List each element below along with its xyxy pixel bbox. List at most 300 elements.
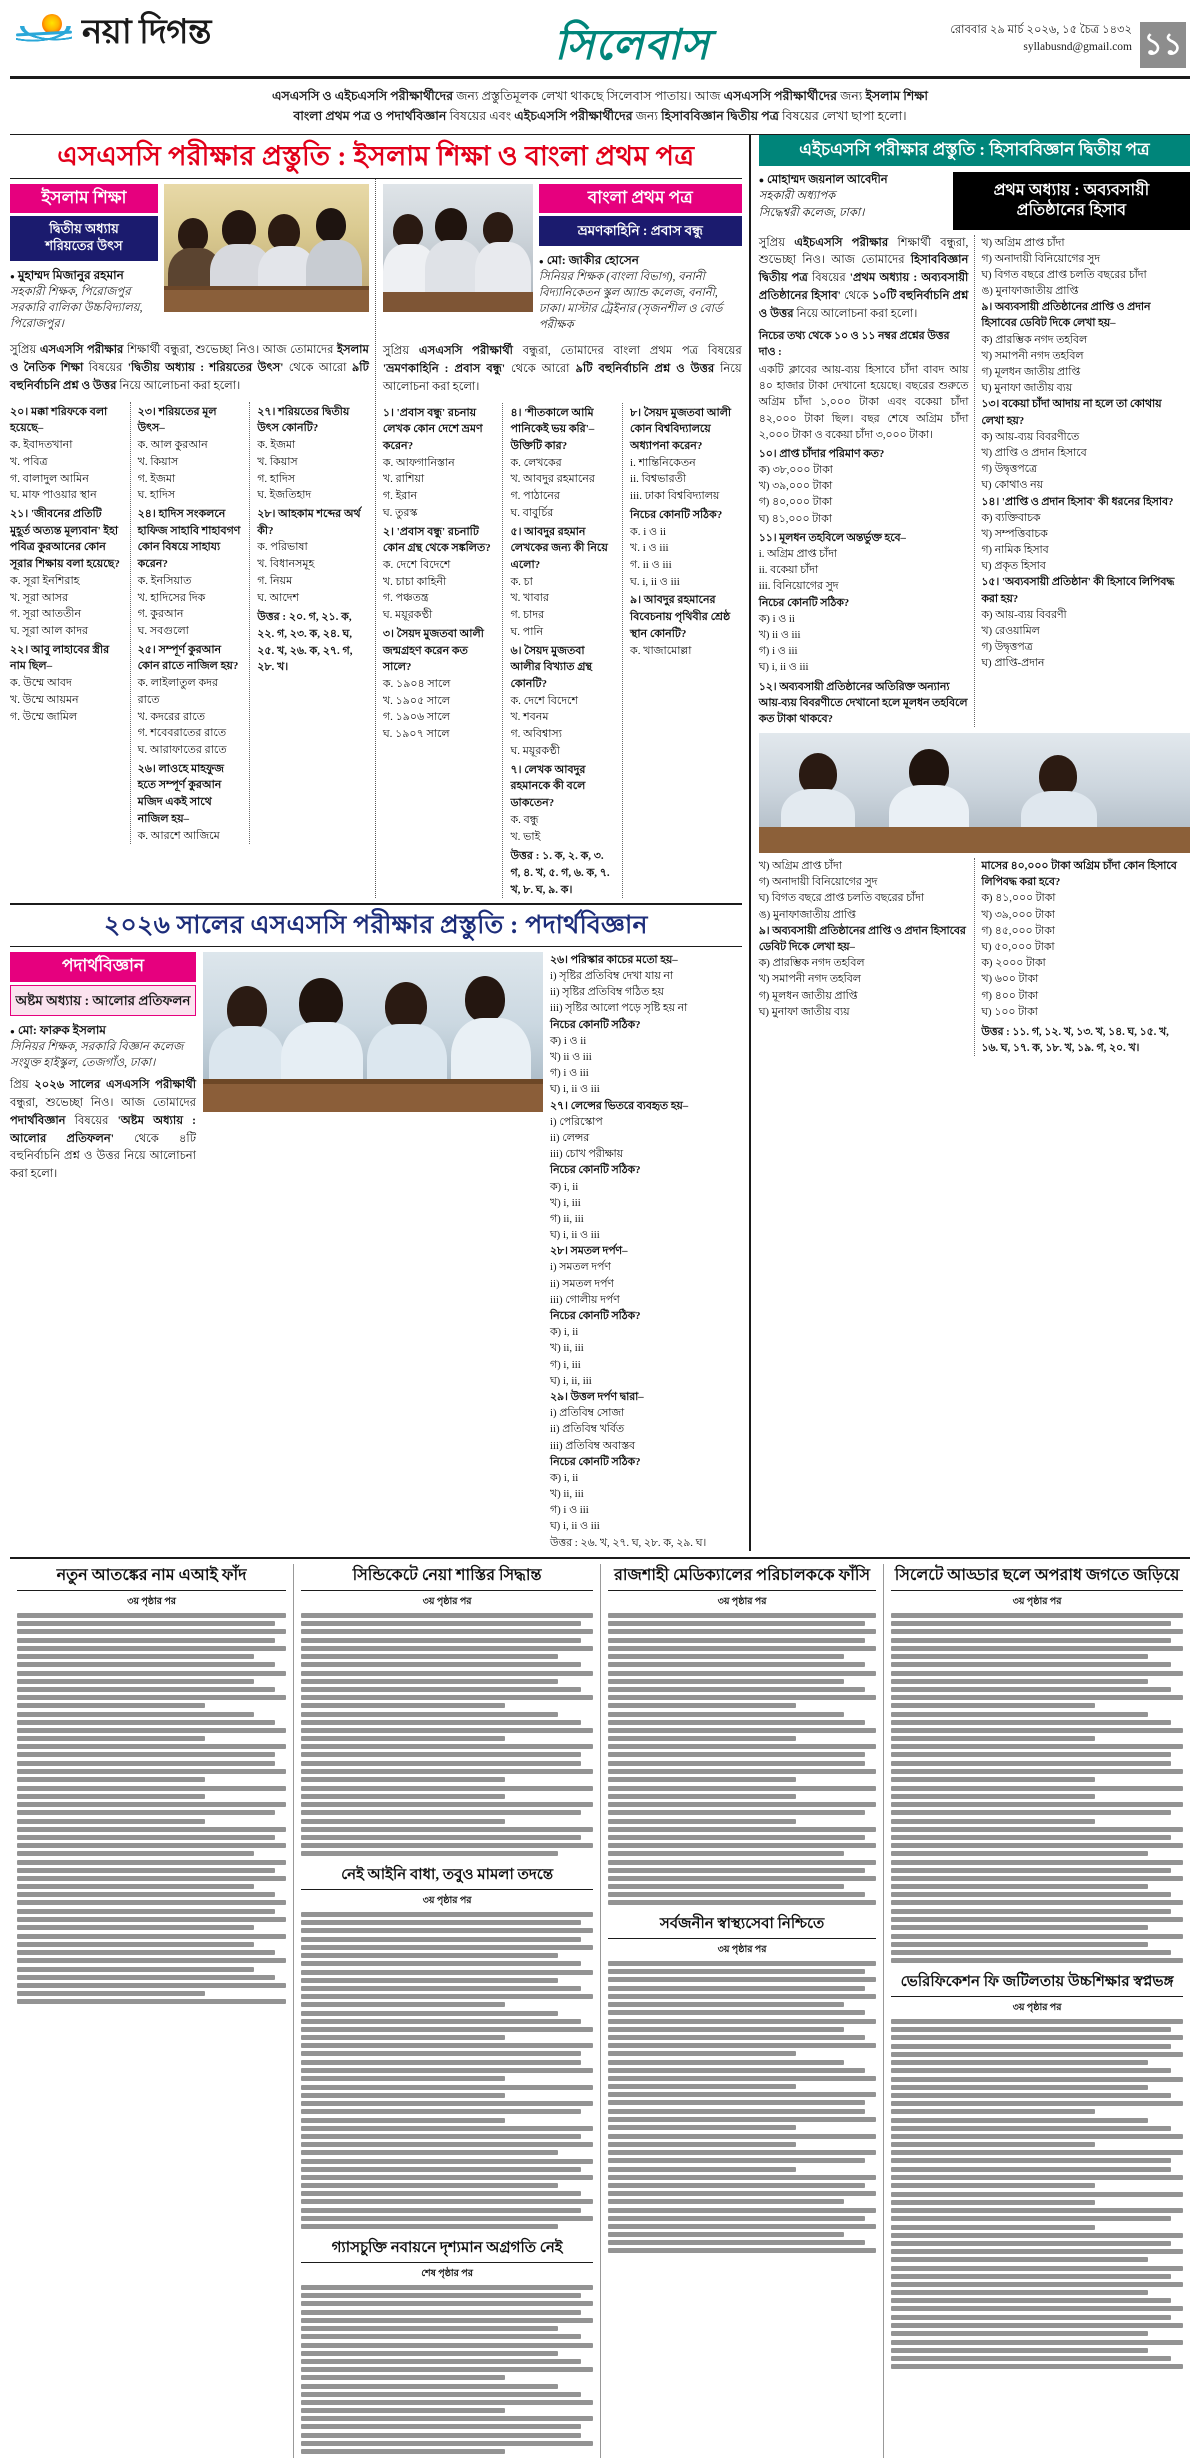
hsc-header — [759, 172, 1190, 230]
list-item: খ) সমাপনী নগদ তহবিল — [981, 349, 1084, 362]
text-line — [301, 1961, 581, 1966]
text-line — [608, 2019, 876, 2024]
text-line — [301, 1920, 581, 1925]
text-line — [891, 2109, 1095, 2114]
news-paragraph — [17, 1671, 286, 1708]
list-item: ঙ) মুনাফাজাতীয় প্রাপ্তি — [981, 285, 1079, 298]
islam-lead-a: সুপ্রিয় — [10, 344, 40, 357]
text-line — [891, 1761, 1171, 1766]
text-line — [17, 1892, 275, 1897]
hsc-money-head: মাসের ৪০,০০০ টাকা অগ্রিম চাঁদা কোন হিসাবে লিপিবদ্ধ করা হবে? — [981, 860, 1177, 889]
news-paragraph — [891, 2225, 1183, 2262]
news-paragraph — [301, 1761, 593, 1782]
text-line — [891, 2216, 1171, 2221]
text-line — [608, 1752, 865, 1757]
text-line — [608, 1679, 844, 1684]
question-option: গ. নিয়ম — [257, 574, 293, 587]
text-line — [891, 2233, 1183, 2238]
list-item: ঘ) কোথাও নয় — [981, 479, 1043, 492]
bangla-lead-f: ৯টি বহুনির্বাচনি প্রশ্ন ও উত্তর — [575, 362, 715, 375]
question-suboption: ঘ) i, ii ও iii — [550, 1083, 600, 1096]
text-line — [891, 1851, 1148, 1856]
text-line — [891, 2241, 1171, 2246]
list-item: খ) সম্পত্তিবাচক — [981, 527, 1048, 540]
text-line — [301, 1744, 593, 1749]
text-line — [891, 2340, 1183, 2345]
hsc-lead-d: হিসাববিজ্ঞান দ্বিতীয় পত্র — [758, 254, 969, 285]
question-option: ক. সূরা ইনশিরাহ — [10, 574, 80, 587]
text-line — [17, 1613, 286, 1618]
bangla-byline — [539, 252, 742, 333]
text-line — [891, 1720, 1171, 1725]
news-paragraph — [891, 2167, 1183, 2188]
hsc-chapter-line1: প্রথম অধ্যায় : অব্যবসায়ী — [993, 181, 1150, 199]
text-line — [608, 2175, 876, 2180]
hsc-q11: ১১। মূলধন তহবিলে অন্তর্ভুক্ত হবে– — [758, 531, 906, 544]
news-paragraph — [301, 1638, 593, 1667]
islam-author-name: ● মুহাম্মদ মিজানুর রহমান — [10, 267, 158, 284]
text-line — [301, 1728, 593, 1733]
text-line — [301, 1802, 593, 1807]
text-line — [301, 2433, 581, 2438]
text-line — [17, 1810, 275, 1815]
text-line — [608, 2240, 865, 2245]
text-line — [891, 1950, 1171, 1955]
news-paragraph — [891, 1613, 1183, 1634]
text-line — [17, 1671, 286, 1676]
text-line — [17, 1638, 275, 1643]
question-suboption: খ. i ও iii — [630, 542, 669, 555]
news-paragraph — [301, 2085, 593, 2114]
news-paragraph — [301, 2310, 593, 2339]
islam-lead-h: ৯টি বহুনির্বাচনি প্রশ্ন ও উত্তর — [10, 362, 369, 392]
text-line — [891, 2208, 1183, 2213]
list-item: ৯। অব্যবসায়ী প্রতিষ্ঠানের প্রাপ্তি ও প্রদান হিসাবের ডেবিট দিকে লেখা হয়– — [758, 924, 966, 954]
bangla-lead-b: এসএসসি পরীক্ষার্থী — [418, 345, 513, 358]
news-paragraph — [17, 1860, 286, 1905]
text-line — [608, 2092, 876, 2097]
islam-lead-paragraph — [10, 342, 369, 395]
question-option: ঘ. সবগুলো — [137, 625, 189, 638]
text-line — [608, 1687, 865, 1692]
question-suboption: ঘ) i, ii ও iii — [550, 1520, 600, 1533]
text-line — [17, 1728, 286, 1733]
question-subprompt: নিচের কোনটি সঠিক? — [550, 1164, 641, 1177]
islam-subject-chip: ইসলাম শিক্ষা — [10, 184, 158, 214]
text-line — [301, 1810, 581, 1815]
section-email[interactable]: syllabusnd@gmail.com — [1023, 40, 1132, 53]
text-line — [608, 2027, 844, 2032]
text-line — [301, 2216, 593, 2221]
text-line — [608, 2084, 796, 2089]
question-option: গ. শবেবরাতের রাতে — [137, 727, 227, 740]
news-column — [883, 1564, 1190, 2458]
islam-lead-b: এসএসসি পরীক্ষার — [39, 344, 124, 357]
text-line — [17, 1794, 205, 1799]
text-line — [891, 1769, 1183, 1774]
question-suboption: গ) i ও iii — [550, 1504, 589, 1517]
text-line — [608, 2060, 844, 2065]
hsc-col-left — [759, 235, 975, 728]
text-line — [891, 2085, 1148, 2090]
news-paragraph — [17, 1909, 286, 1930]
news-headline[interactable]: সিলেটে আড্ডার ছলে অপরাধ জগতে জড়িয়ে — [891, 1564, 1183, 1591]
news-sub-headline[interactable]: ভেরিফিকেশন ফি জটিলতায় উচ্চশিক্ষার স্বপ্নভঙ্গ — [891, 1971, 1183, 1997]
text-line — [891, 2266, 1183, 2271]
text-line — [301, 1761, 581, 1766]
physics-author-affiliation: সিনিয়র শিক্ষক, সরকারি বিজ্ঞান কলেজ সংযুক্ত হাইস্কুল, তেজগাঁও, ঢাকা। — [10, 1040, 184, 1069]
text-line — [301, 2359, 581, 2364]
question-option: গ. কুরআন — [137, 608, 184, 621]
question-option: খ. ভাই — [510, 830, 541, 843]
list-item: i. অগ্রিম প্রাপ্ত চাঁদা — [758, 548, 837, 561]
question-option: খ. আবদুর রহমানের — [510, 473, 595, 486]
bangla-first-paper-unit — [376, 179, 742, 899]
question-option: গ. ১৯০৬ সালে — [382, 711, 450, 724]
question-option: ঘ. হাদিস — [137, 489, 176, 502]
hsc-col-right-2 — [974, 858, 1190, 1056]
question-option: গ. বালাদুল আমিন — [10, 472, 89, 485]
news-paragraph — [301, 1912, 593, 1933]
news-paragraph — [301, 2285, 593, 2306]
list-item: গ) অনাদায়ী বিনিয়োগের সুদ — [758, 876, 878, 889]
question-option: ii) সমতল দর্পণ — [550, 1277, 614, 1290]
question-text: ৫। আবদুর রহমান লেখকের জন্য কী নিয়ে এলো? — [510, 525, 608, 571]
question-suboption: গ) i, iii — [550, 1358, 581, 1371]
news-paragraph — [891, 1712, 1183, 1757]
news-paragraph — [301, 2343, 593, 2380]
note-bold-1: এসএসসি ও এইচএসসি পরীক্ষার্থীদের — [271, 89, 454, 103]
text-line — [608, 1695, 876, 1700]
text-line — [301, 2224, 558, 2229]
text-line — [301, 2134, 581, 2139]
list-item: ঘ) ৪১,০০০ টাকা — [758, 512, 832, 525]
note-bold-3: ইসলাম শিক্ষা — [865, 89, 929, 103]
text-line — [608, 1613, 876, 1618]
news-paragraph — [17, 1638, 286, 1667]
text-line — [608, 1843, 876, 1848]
question-text: ২১। 'জীবনের প্রতিটি মুহূর্ত অত্যন্ত মূল্যবান' ইহা পবিত্র কুরআনের কোন সূরার শিক্ষায় বলা হয়েছে? — [10, 507, 120, 571]
list-item: ঙ) মুনাফাজাতীয় প্রাপ্তি — [758, 908, 856, 921]
news-headline[interactable]: সিন্ডিকেটে নেয়া শাস্তির সিদ্ধান্ত — [301, 1564, 593, 1591]
islam-lead-d: ইসলাম ও নৈতিক শিক্ষা — [10, 344, 369, 375]
text-line — [608, 1819, 796, 1824]
bangla-chapter-chip: ভ্রমণকাহিনি : প্রবাস বন্ধু — [539, 216, 742, 246]
news-sub-jumpline: ৩য় পৃষ্ঠার পর — [717, 1944, 767, 1955]
hsc-lead-h: ১০টি বহুনির্বাচনি প্রশ্ন ও উত্তর — [758, 289, 969, 320]
text-line — [301, 1646, 593, 1651]
phys-lead-f: 'অষ্টম অধ্যায় : আলোর প্রতিফলন' — [10, 1114, 196, 1145]
question-option: খ. বিধানসমূহ — [257, 558, 315, 571]
question-subprompt: নিচের কোনটি সঠিক? — [550, 1310, 641, 1322]
question-option: ক. ১৯০৪ সালে — [382, 678, 451, 691]
question-option: ঘ. বাবুর্চির — [510, 506, 554, 519]
question-suboption: ক) i, ii — [550, 1326, 579, 1339]
hsc-columns-2 — [759, 858, 1190, 1056]
text-line — [17, 1983, 286, 1988]
section-masthead-text: সিলেবাস — [554, 23, 710, 69]
text-line — [17, 1999, 286, 2004]
question-text: ২৬। লাওহে মাহফুজ হতে সম্পূর্ণ কুরআন মজিদ একই সাথে নাজিল হয়– — [137, 762, 224, 825]
question-suboption: ক) i ও ii — [550, 1034, 587, 1047]
hsc-col-left-2 — [759, 858, 975, 1056]
editor-note — [10, 79, 1190, 135]
question-option: iii) প্রতিবিম্ব অবাস্তব — [550, 1439, 635, 1452]
text-line — [17, 1934, 286, 1939]
text-line — [608, 1621, 865, 1626]
text-line — [608, 1769, 876, 1774]
note-bold-5: এইচএসসি পরীক্ষার্থীদের — [514, 109, 633, 123]
news-paragraph — [17, 1712, 286, 1757]
text-line — [608, 1977, 876, 1982]
question-text: ২৩। শরিয়তের মূল উৎস– — [137, 405, 217, 435]
list-item: গ) উদ্বৃত্তপত্রে — [981, 463, 1037, 476]
text-line — [301, 1786, 593, 1791]
physics-byline — [10, 1022, 196, 1071]
hsc-chapter-line2: প্রতিষ্ঠানের হিসাব — [1016, 201, 1127, 219]
news-bottom-headline[interactable]: গ্যাসচুক্তি নবায়নে দৃশ্যমান অগ্রগতি নেই — [301, 2237, 593, 2263]
text-line — [301, 1819, 505, 1824]
hsc-stem-2: একটি ক্লাবের আয়-ব্যয় হিসাবে চাঁদা বাবদ আয় ৪০ হাজার টাকা দেখানো হয়েছে। বছরের শুরুতে অগ্রিম চাঁদা ১,০০০ টাকা এবং বকেয়া চাঁদা ৪২,০০০ টাকা ছিল। বছর শেষে অগ্রিম চাঁদা ২,০০০ টাকা ও বকেয়া চাঁদা ৩,০০০ টাকা। — [758, 363, 969, 441]
text-line — [301, 1752, 581, 1757]
question-option: ঘ. তুরস্ক — [382, 506, 418, 519]
bangla-lead-paragraph — [383, 343, 742, 396]
note-bold-2: এসএসসি পরীক্ষার্থীদের — [723, 89, 837, 103]
question-option: খ. সূরা আসর — [10, 591, 69, 604]
question-text: ২৮। আহকাম শব্দের অর্থ কী? — [257, 507, 361, 537]
list-item: ঘ) মুনাফা জাতীয় ব্যয় — [981, 382, 1073, 395]
text-line — [608, 2100, 865, 2105]
text-line — [301, 1978, 558, 1983]
news-jumpline: ৩য় পৃষ্ঠার পর — [127, 1597, 176, 1607]
news-bottom-jumpline: শেষ পৃষ্ঠার পর — [421, 2268, 473, 2279]
question-option: গ. সূরা আততীন — [10, 608, 82, 621]
text-line — [608, 2117, 876, 2122]
list-item: খ) অগ্রিম প্রাপ্ত চাঁদা — [981, 236, 1065, 249]
question-suboption: ক) i, ii — [550, 1471, 579, 1484]
text-line — [17, 1712, 254, 1717]
text-line — [608, 2199, 844, 2204]
list-item: ক) প্রারম্ভিক নগদ তহবিল — [981, 333, 1088, 346]
list-item: গ) মূলধন জাতীয় প্রাপ্তি — [758, 989, 858, 1002]
text-line — [891, 1671, 1183, 1676]
news-paragraph — [608, 1986, 876, 2015]
question-option: ঘ. ১৯০৭ সালে — [382, 728, 450, 741]
hsc-lead-e: বিষয়ের — [807, 272, 850, 285]
text-line — [891, 1835, 1171, 1840]
text-line — [301, 2285, 593, 2290]
text-line — [608, 1744, 876, 1749]
text-line — [608, 2208, 876, 2213]
text-line — [17, 1629, 286, 1634]
text-line — [301, 2392, 581, 2397]
text-line — [608, 1662, 865, 1667]
hsc-lead-c: শিক্ষার্থী বন্ধুরা, শুভেচ্ছা নিও। আজ তোমাদের — [758, 236, 969, 267]
text-line — [891, 1646, 1183, 1651]
islam-studies-unit — [10, 179, 376, 899]
text-line — [891, 1942, 1148, 1947]
text-line — [301, 2199, 593, 2204]
news-paragraph — [891, 1934, 1183, 1963]
news-paragraph — [608, 2060, 876, 2105]
hsc-q10-options — [759, 462, 969, 527]
text-line — [891, 2118, 1148, 2123]
hsc-author-name: ● মোহাম্মদ জয়নাল আবেদীন — [758, 173, 888, 186]
text-line — [301, 2416, 593, 2421]
masthead-meta — [950, 10, 1186, 68]
question-option: iii) সৃষ্টির আলো পড়ে সৃষ্টি হয় না — [550, 1002, 688, 1015]
text-line — [301, 2043, 593, 2048]
islam-header — [10, 179, 369, 337]
hsc-lead-g: থেকে — [840, 289, 872, 302]
list-item: খ) ii ও iii — [758, 628, 801, 641]
text-line — [891, 2134, 1183, 2139]
hsc-lead-paragraph — [759, 235, 969, 324]
hsc-lead-a: সুপ্রিয় — [758, 236, 795, 249]
text-line — [891, 2035, 1183, 2040]
list-item: iii. বিনিয়োগের সুদ — [758, 580, 839, 593]
text-line — [17, 1769, 286, 1774]
islam-chapter-line1: দ্বিতীয় অধ্যায় — [49, 221, 119, 237]
text-line — [17, 1884, 254, 1889]
news-paragraph — [891, 1786, 1183, 1815]
islam-answers: উত্তর : ২০. গ, ২১. ক, ২২. গ, ২৩. ক, ২৪. ঘ, ২৫. খ, ২৬. ক, ২৭. গ, ২৮. খ। — [257, 611, 353, 674]
text-line — [301, 2449, 505, 2454]
text-line — [608, 1786, 876, 1791]
text-line — [891, 1810, 1171, 1815]
text-line — [891, 1860, 1183, 1865]
text-line — [17, 1646, 286, 1651]
publication-name: নয়া দিগন্ত — [82, 14, 211, 51]
phys-lead-c: বন্ধুরা, শুভেচ্ছা নিও। আজ তোমাদের — [10, 1096, 196, 1109]
news-paragraph — [608, 1613, 876, 1634]
text-line — [301, 2310, 581, 2315]
text-line — [17, 1876, 286, 1881]
question-option: গ. পঞ্চতন্ত্র — [382, 592, 429, 605]
text-line — [301, 1912, 593, 1917]
text-line — [301, 2326, 558, 2331]
text-line — [608, 2076, 876, 2081]
text-line — [17, 1777, 205, 1782]
hsc-stem-1: নিচের তথ্য থেকে ১০ ও ১১ নম্বর প্রশ্নের উত্তর দাও : — [758, 329, 950, 358]
publication-logo[interactable] — [14, 10, 314, 56]
text-line — [301, 1736, 505, 1741]
text-line — [891, 1884, 1148, 1889]
question-option: iii) চোখ পরীক্ষায় — [550, 1148, 624, 1161]
text-line — [891, 1621, 1171, 1626]
question-suboption: ঘ. i, ii ও iii — [630, 575, 680, 588]
bangla-subject-chip: বাংলা প্রথম পত্র — [539, 184, 742, 214]
phys-lead-e: বিষয়ের — [65, 1114, 118, 1127]
text-line — [891, 2052, 1183, 2057]
list-item: ঘ) বিগত বছরে প্রাপ্ত চলতি বছরের চাঁদা — [981, 268, 1147, 281]
news-sub-headline[interactable]: সর্বজনীন স্বাস্থ্যসেবা নিশ্চিতে — [608, 1913, 876, 1939]
text-line — [891, 2200, 1095, 2205]
question-option: গ. অবিশ্বাস্য — [510, 728, 562, 741]
physics-questions — [550, 952, 742, 1551]
islam-author-affiliation: সহকারী শিক্ষক, পিরোজপুর সরকারি বালিকা উচ্চবিদ্যালয়, পিরোজপুর। — [10, 285, 143, 331]
question-option: ii. বিশ্বভারতী — [630, 473, 687, 486]
news-headline[interactable]: নতুন আতঙ্কের নাম এআই ফাঁদ — [17, 1564, 286, 1591]
bangla-qcol-3 — [622, 403, 742, 899]
text-line — [301, 1843, 593, 1848]
news-paragraph — [608, 2109, 876, 2130]
hsc-chapter-chip — [953, 172, 1190, 230]
news-paragraph — [17, 1967, 286, 2004]
list-item: ii. বকেয়া চাঁদা — [758, 564, 818, 577]
question-subprompt: নিচের কোনটি সঠিক? — [550, 1018, 641, 1031]
list-item: ঘ) i, ii ও iii — [758, 661, 809, 674]
news-paragraph — [17, 1819, 286, 1856]
text-line — [17, 1835, 275, 1840]
text-line — [891, 1819, 1095, 1824]
text-line — [301, 2035, 505, 2040]
text-line — [608, 1671, 876, 1676]
text-line — [891, 1695, 1183, 1700]
news-paragraph — [301, 2208, 593, 2229]
news-sub-headline[interactable]: নেই আইনি বাধা, তবুও মামলা তদন্তে — [301, 1864, 593, 1890]
news-paragraph — [891, 1671, 1183, 1708]
bangla-lead-c: বন্ধুরা, তোমাদের বাংলা প্রথম পত্র বিষয়ের — [512, 345, 742, 358]
text-line — [891, 1654, 1148, 1659]
text-line — [891, 2225, 1095, 2230]
question-option: ক. ইবাদতখানা — [10, 439, 73, 452]
text-line — [301, 1687, 581, 1692]
text-line — [301, 1794, 505, 1799]
text-line — [608, 1884, 844, 1889]
news-headline[interactable]: রাজশাহী মেডিক্যালের পরিচালককে ফাঁসি — [608, 1564, 876, 1591]
question-suboption: ঘ) i, ii ও iii — [550, 1229, 600, 1242]
news-paragraph — [891, 2019, 1183, 2040]
text-line — [17, 1654, 254, 1659]
hsc-photo — [759, 733, 1190, 853]
ssc-section-title: এসএসসি পরীক্ষার প্রস্তুতি : ইসলাম শিক্ষা ও বাংলা প্রথম পত্র — [10, 135, 742, 179]
list-item: খ) রেওয়ামিল — [981, 625, 1040, 638]
text-line — [608, 1851, 844, 1856]
text-line — [301, 1937, 581, 1942]
list-item: গ) ৪৫,০০০ টাকা — [981, 924, 1055, 937]
text-line — [301, 1945, 593, 1950]
news-paragraph — [301, 2433, 593, 2454]
text-line — [891, 2167, 1171, 2172]
list-item: ক) ৩৮,০০০ টাকা — [758, 464, 833, 477]
note-text-2: জন্য — [836, 89, 866, 103]
news-column — [293, 1564, 600, 2458]
hsc-q10: ১০। প্রাপ্ত চাঁদার পরিমাণ কত? — [758, 447, 885, 460]
text-line — [608, 2142, 796, 2147]
question-option: খ. উম্মে আয়মন — [10, 693, 79, 706]
text-line — [301, 2301, 593, 2306]
list-item: ক) আয়-ব্যয় বিবরণী — [981, 608, 1067, 621]
text-line — [17, 1720, 275, 1725]
islam-chapter-chip — [10, 216, 158, 261]
text-line — [301, 1679, 558, 1684]
news-paragraph — [891, 1909, 1183, 1930]
question-option: ক. লাইলাতুল কদর রাতে — [137, 677, 219, 706]
question-suboption: ঘ) i, ii, iii — [550, 1374, 592, 1387]
hsc-q12-stem: ১২। অব্যবসায়ী প্রতিষ্ঠানের অতিরিক্ত অন্যান্য আয়-ব্যয় বিবরণীতে দেখানো হলে মূলধন তহবিলে কত টাকা থাকবে? — [758, 680, 968, 725]
news-paragraph — [17, 1761, 286, 1782]
list-item: ঘ) ১০০ টাকা — [981, 1005, 1038, 1018]
text-line — [608, 1736, 796, 1741]
text-line — [608, 1728, 876, 1733]
text-line — [608, 2043, 876, 2048]
ssc-subjects — [10, 179, 742, 899]
question-option: ঘ. পানি — [510, 625, 544, 638]
text-line — [17, 1786, 286, 1791]
physics-block — [10, 952, 742, 1551]
news-paragraph — [891, 1860, 1183, 1905]
